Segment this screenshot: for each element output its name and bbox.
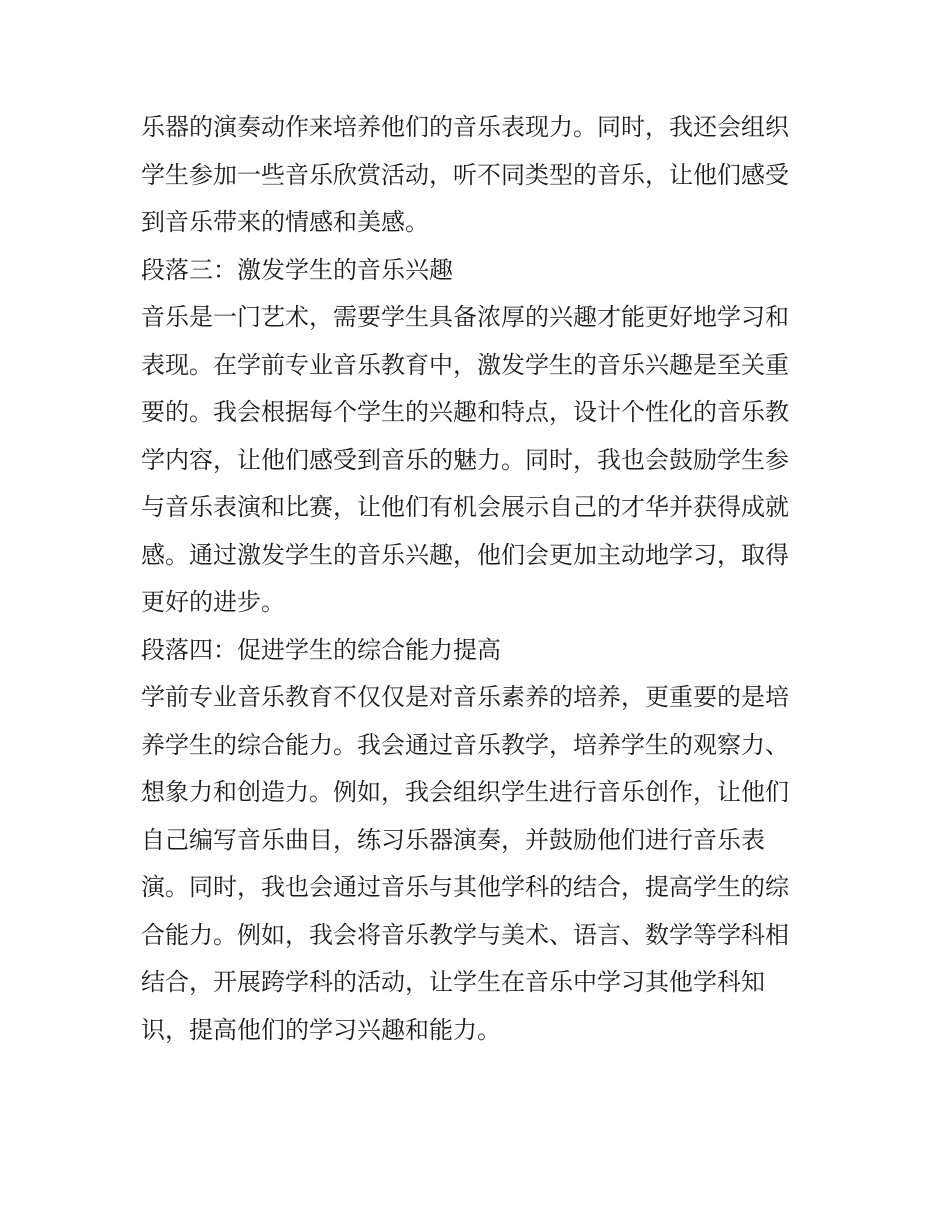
text-line: 感。通过激发学生的音乐兴趣，他们会更加主动地学习，取得 xyxy=(141,540,789,569)
section-heading-4: 段落四：促进学生的综合能力提高 xyxy=(141,635,501,664)
text-line: 演。同时，我也会通过音乐与其他学科的结合，提高学生的综 xyxy=(141,873,789,901)
text-line: 与音乐表演和比赛，让他们有机会展示自己的才华并获得成就 xyxy=(141,493,789,521)
text-line: 更好的进步。 xyxy=(141,588,285,616)
text-line: 要的。我会根据每个学生的兴趣和特点，设计个性化的音乐教 xyxy=(141,398,789,426)
section-heading-3: 段落三：激发学生的音乐兴趣 xyxy=(141,255,453,284)
body-text xyxy=(141,104,831,1054)
text-line: 表现。在学前专业音乐教育中，激发学生的音乐兴趣是至关重 xyxy=(141,350,789,379)
text-line: 音乐是一门艺术，需要学生具备浓厚的兴趣才能更好地学习和 xyxy=(141,303,789,331)
text-line: 学生参加一些音乐欣赏活动，听不同类型的音乐，让他们感受 xyxy=(141,160,789,189)
text-line: 识，提高他们的学习兴趣和能力。 xyxy=(141,1015,501,1044)
text-line: 学内容，让他们感受到音乐的魅力。同时，我也会鼓励学生参 xyxy=(141,445,789,474)
text-line: 自己编写音乐曲目，练习乐器演奏，并鼓励他们进行音乐表 xyxy=(141,825,765,854)
text-line: 到音乐带来的情感和美感。 xyxy=(141,208,429,236)
text-line: 结合，开展跨学科的活动，让学生在音乐中学习其他学科知 xyxy=(141,968,765,996)
text-line: 想象力和创造力。例如，我会组织学生进行音乐创作，让他们 xyxy=(141,778,789,806)
text-line: 乐器的演奏动作来培养他们的音乐表现力。同时，我还会组织 xyxy=(141,113,789,141)
text-line: 学前专业音乐教育不仅仅是对音乐素养的培养，更重要的是培 xyxy=(141,683,789,711)
text-line: 合能力。例如，我会将音乐教学与美术、语言、数学等学科相 xyxy=(141,920,789,949)
text-line: 养学生的综合能力。我会通过音乐教学，培养学生的观察力、 xyxy=(141,730,789,759)
